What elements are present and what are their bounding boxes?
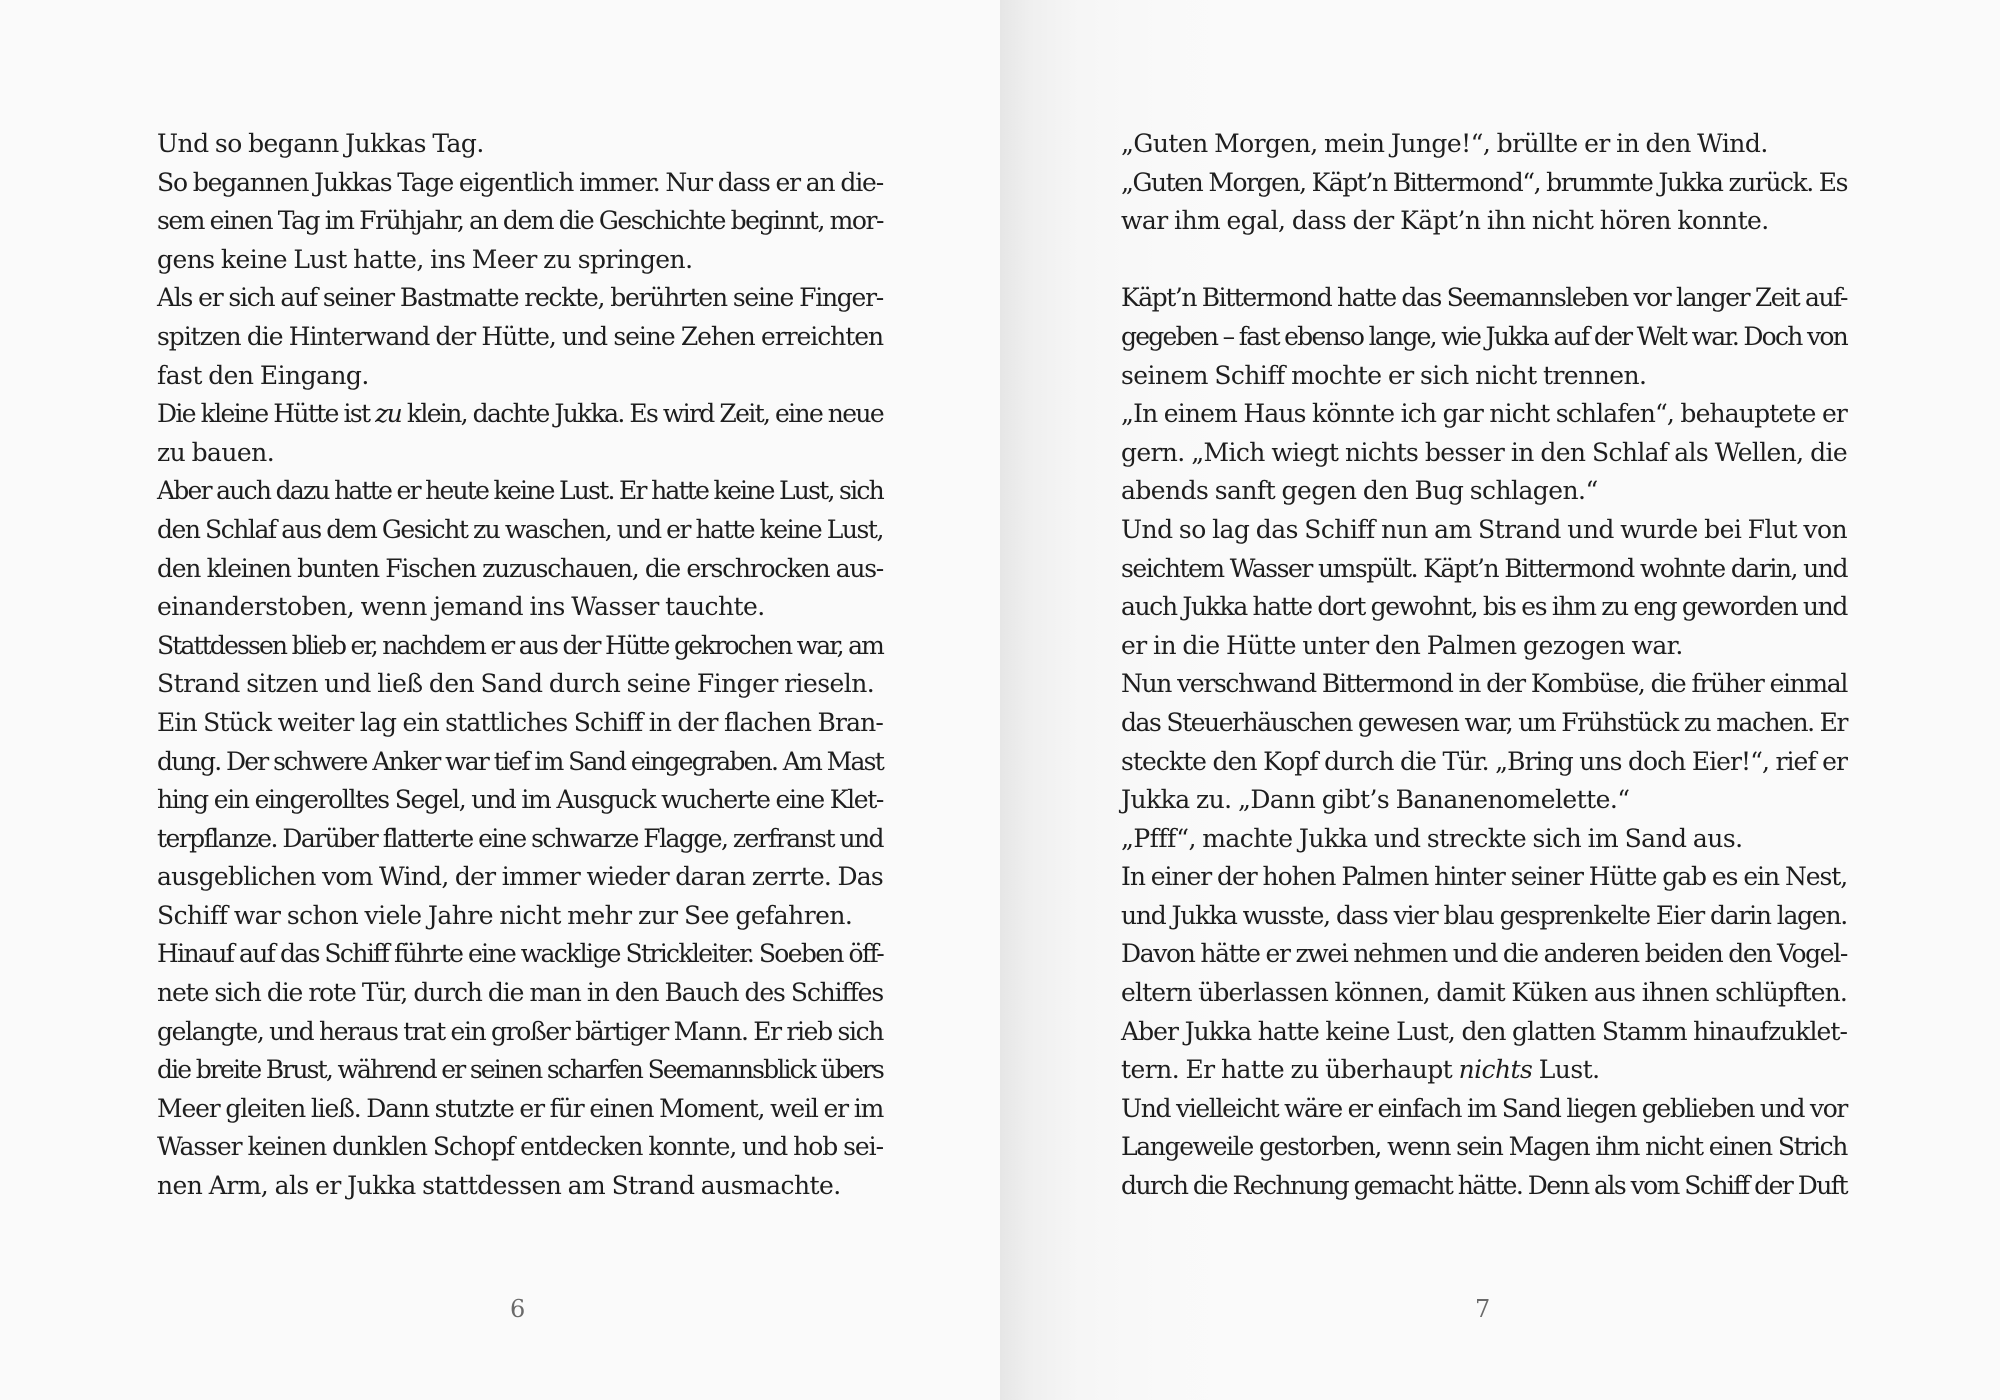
- text-line: das Steuerhäuschen gewesen war, um Frühstück zu machen. Er: [1121, 707, 1847, 737]
- text-line: die breite Brust, während er seinen scharfen Seemannsblick übers: [157, 1055, 883, 1085]
- right-page: [1000, 0, 2000, 1400]
- text-line: Ein Stück weiter lag ein stattliches Schiff in der flachen Bran-: [157, 707, 883, 737]
- text-line: Meer gleiten ließ. Dann stutzte er für einen Moment, weil er im: [157, 1093, 884, 1123]
- text-line: fast den Eingang.: [157, 360, 369, 390]
- text-line: seichtem Wasser umspült. Käpt’n Bittermond wohnte darin, und: [1121, 553, 1847, 583]
- text-line: gelangte, und heraus trat ein großer bärtiger Mann. Er rieb sich: [157, 1016, 883, 1046]
- text-line: Nun verschwand Bittermond in der Kombüse, die früher einmal: [1121, 669, 1847, 699]
- left-page-number: 6: [510, 1295, 526, 1323]
- text-line: „Pfff“, machte Jukka und streckte sich im Sand aus.: [1121, 823, 1743, 853]
- text-line: [157, 395, 883, 434]
- text-line: auch Jukka hatte dort gewohnt, bis es ihm zu eng geworden und: [1121, 592, 1847, 622]
- text-line: durch die Rechnung gemacht hätte. Denn als vom Schiff der Duft: [1121, 1171, 1847, 1201]
- text-line: Und vielleicht wäre er einfach im Sand liegen geblieben und vor: [1121, 1093, 1847, 1123]
- blank-line: [1121, 241, 1847, 280]
- right-page-text: [1121, 125, 1847, 1206]
- text-line: und Jukka wusste, dass vier blau gesprenkelte Eier darin lagen.: [1121, 900, 1847, 930]
- text-line: [1121, 1051, 1847, 1090]
- text-segment: Lust.: [1532, 1055, 1600, 1085]
- text-line: Jukka zu. „Dann gibt’s Bananenomelette.“: [1121, 785, 1630, 815]
- emphasized-word: nichts: [1458, 1055, 1533, 1085]
- text-line: So begannen Jukkas Tage eigentlich immer. Nur dass er an die-: [157, 167, 883, 197]
- text-line: einanderstoben, wenn jemand ins Wasser tauchte.: [157, 592, 765, 622]
- text-line: nen Arm, als er Jukka stattdessen am Strand ausmachte.: [157, 1171, 841, 1201]
- text-line: den Schlaf aus dem Gesicht zu waschen, und er hatte keine Lust,: [157, 514, 883, 544]
- text-line: In einer der hohen Palmen hinter seiner Hütte gab es ein Nest,: [1121, 862, 1848, 892]
- text-line: zu bauen.: [157, 437, 275, 467]
- text-line: Davon hätte er zwei nehmen und die anderen beiden den Vogel-: [1121, 939, 1847, 969]
- text-line: seinem Schiff mochte er sich nicht trennen.: [1121, 360, 1647, 390]
- text-line: dung. Der schwere Anker war tief im Sand eingegraben. Am Mast: [157, 746, 883, 776]
- text-line: Stattdessen blieb er, nachdem er aus der Hütte gekrochen war, am: [157, 630, 883, 660]
- emphasized-word: zu: [375, 399, 402, 429]
- text-line: terpflanze. Darüber flatterte eine schwarze Flagge, zerfranst und: [157, 823, 883, 853]
- text-line: war ihm egal, dass der Käpt’n ihn nicht hören konnte.: [1121, 206, 1769, 236]
- text-line: „In einem Haus könnte ich gar nicht schlafen“, behauptete er: [1121, 399, 1847, 429]
- text-line: gegeben – fast ebenso lange, wie Jukka auf der Welt war. Doch von: [1121, 321, 1847, 351]
- text-line: Aber Jukka hatte keine Lust, den glatten Stamm hinaufzuklet-: [1121, 1016, 1847, 1046]
- text-line: Aber auch dazu hatte er heute keine Lust. Er hatte keine Lust, sich: [157, 476, 883, 506]
- text-line: „Guten Morgen, Käpt’n Bittermond“, brummte Jukka zurück. Es: [1121, 167, 1847, 197]
- text-line: nete sich die rote Tür, durch die man in den Bauch des Schiffes: [157, 978, 883, 1008]
- text-line: spitzen die Hinterwand der Hütte, und seine Zehen erreichten: [157, 321, 883, 351]
- text-line: den kleinen bunten Fischen zuzuschauen, die erschrocken aus-: [157, 553, 883, 583]
- text-segment: Die kleine Hütte ist: [157, 399, 376, 429]
- text-line: Schiff war schon viele Jahre nicht mehr zur See gefahren.: [157, 900, 853, 930]
- right-page-number: 7: [1475, 1295, 1491, 1323]
- text-line: Und so begann Jukkas Tag.: [157, 129, 484, 158]
- text-line: eltern überlassen können, damit Küken aus ihnen schlüpften.: [1121, 978, 1847, 1008]
- text-line: hing ein eingerolltes Segel, und im Ausguck wucherte eine Klet-: [157, 785, 883, 815]
- text-line: Hinauf auf das Schiff führte eine wacklige Strickleiter. Soeben öff-: [157, 939, 883, 969]
- text-line: sem einen Tag im Frühjahr, an dem die Geschichte beginnt, mor-: [157, 206, 883, 236]
- text-line: Wasser keinen dunklen Schopf entdecken konnte, und hob sei-: [157, 1132, 883, 1162]
- text-line: abends sanft gegen den Bug schlagen.“: [1121, 476, 1598, 506]
- text-line: Als er sich auf seiner Bastmatte reckte, berührten seine Finger-: [157, 283, 883, 313]
- text-line: Strand sitzen und ließ den Sand durch seine Finger rieseln.: [157, 669, 875, 699]
- text-line: „Guten Morgen, mein Junge!“, brüllte er in den Wind.: [1121, 129, 1768, 158]
- text-line: ausgeblichen vom Wind, der immer wieder daran zerrte. Das: [157, 862, 883, 892]
- left-page-text: [157, 125, 883, 1206]
- text-line: er in die Hütte unter den Palmen gezogen war.: [1121, 630, 1683, 660]
- text-line: Käpt’n Bittermond hatte das Seemannsleben vor langer Zeit auf-: [1121, 283, 1847, 313]
- text-line: Langeweile gestorben, wenn sein Magen ihm nicht einen Strich: [1121, 1132, 1847, 1162]
- text-line: steckte den Kopf durch die Tür. „Bring uns doch Eier!“, rief er: [1121, 746, 1847, 776]
- text-line: Und so lag das Schiff nun am Strand und wurde bei Flut von: [1121, 514, 1847, 544]
- text-segment: tern. Er hatte zu überhaupt: [1121, 1055, 1459, 1085]
- text-line: gens keine Lust hatte, ins Meer zu springen.: [157, 244, 693, 274]
- text-segment: klein, dachte Jukka. Es wird Zeit, eine neue: [401, 399, 883, 429]
- text-line: gern. „Mich wiegt nichts besser in den Schlaf als Wellen, die: [1121, 437, 1847, 467]
